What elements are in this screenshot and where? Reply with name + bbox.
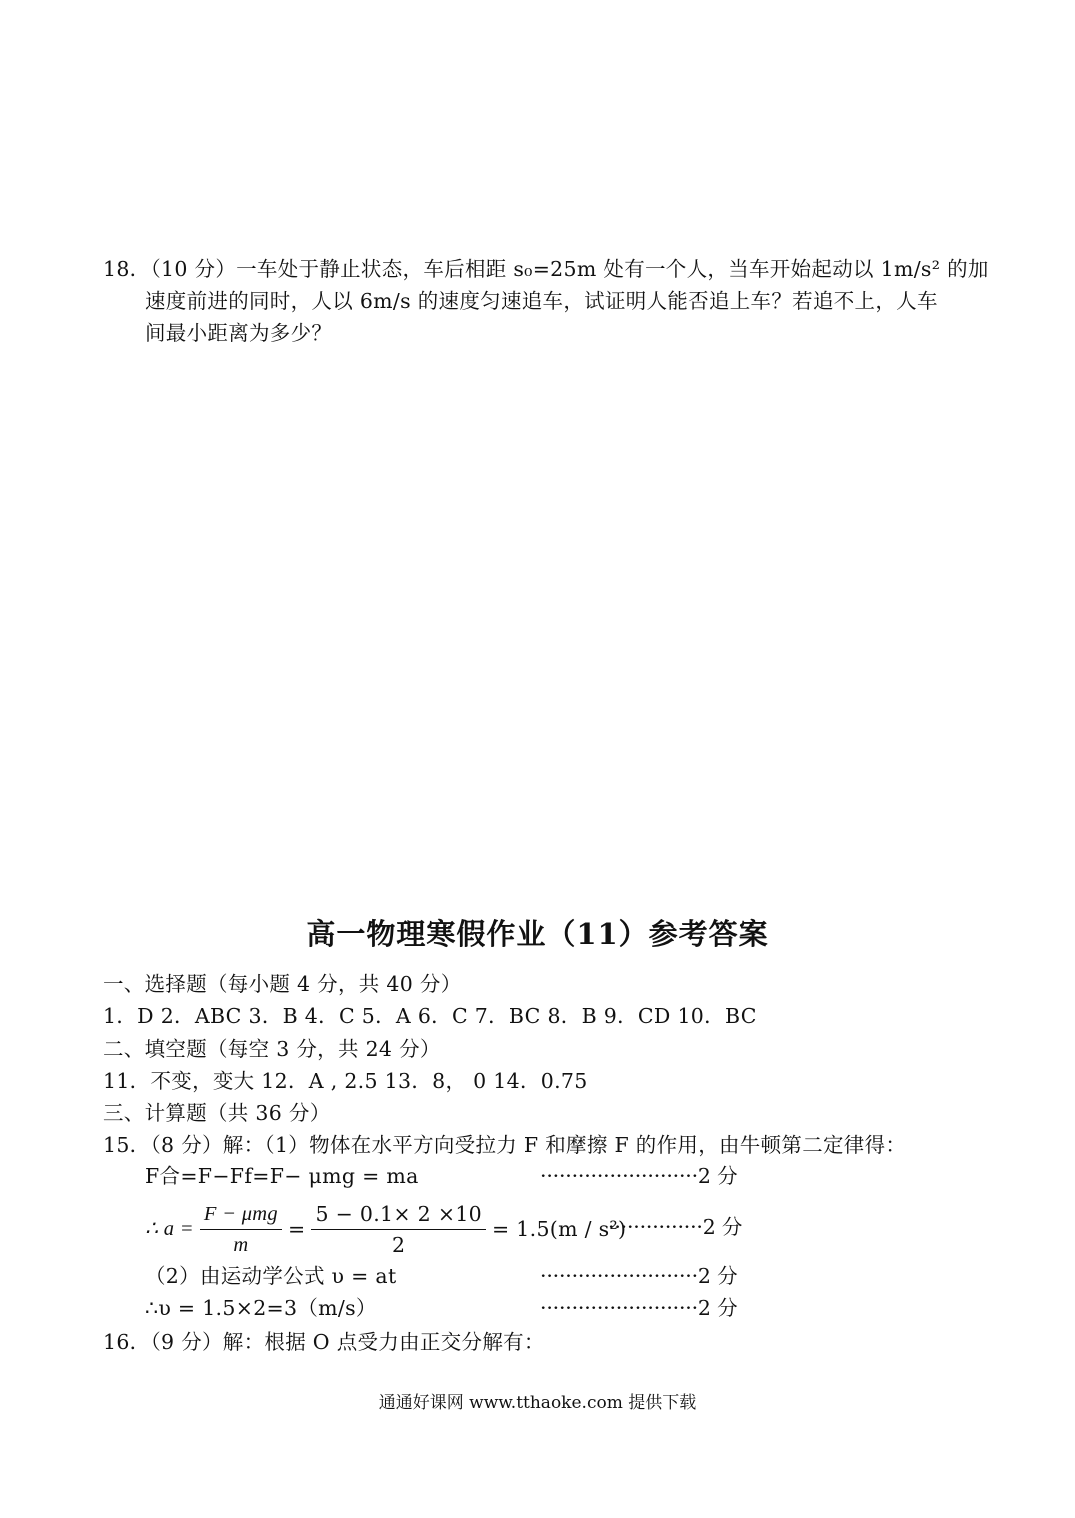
q15-equation-3: （2）由运动学公式 υ = at [145,1264,397,1288]
q15-score-3: ·························2 分 [540,1264,738,1288]
answer-key-title: 高一物理寒假作业（11）参考答案 [306,917,769,951]
q15-score-1: ·························2 分 [540,1164,738,1188]
q15-equation-1: F合=F−Ff=F− μmg = ma [145,1164,419,1188]
problem-18-line-2: 速度前进的同时，人以 6m/s 的速度匀速追车，试证明人能否追上车？若追不上，人车 [145,289,938,313]
section-1-answers: 1．D 2．ABC 3．B 4．C 5．A 6．C 7．BC 8．B 9．CD 10．BC [103,1004,757,1028]
q15-score-4: ·························2 分 [540,1296,738,1320]
q15-fraction-1-numerator: F − μmg [200,1199,282,1230]
q15-eq2-result: = 1.5(m / s²) [492,1217,627,1241]
section-1-heading: 一、选择题（每小题 4 分，共 40 分） [103,972,462,996]
q15-equation-2: ∴ a = $\frac{\text{F − μmg}}{m}$ = $\frac{5 - 0.1\times 2 \times 10}{2}$ = 1.5(m / s²) [145,1196,626,1262]
q15-eq2-prefix: ∴ a = [145,1218,194,1240]
q15-score-2: ···············2 分 [608,1215,743,1239]
q15-fraction-1-denominator: m [233,1233,249,1256]
section-2-heading: 二、填空题（每空 3 分，共 24 分） [103,1037,441,1061]
q15-fraction-1 [200,1199,282,1260]
q15-fraction-2 [311,1199,486,1260]
q15-intro: 15．（8 分）解：（1）物体在水平方向受拉力 F 和摩擦 F 的作用，由牛顿第二定律得： [103,1133,907,1157]
problem-18-line-3: 间最小距离为多少？ [145,321,333,345]
problem-18 [103,253,989,349]
section-3-heading: 三、计算题（共 36 分） [103,1101,331,1125]
page-footer: 通通好课网 www.tthaoke.com 提供下载 [378,1393,697,1413]
q16-intro: 16．（9 分）解：根据 O 点受力由正交分解有： [103,1330,545,1354]
q15-equation-4: ∴υ = 1.5×2=3（m/s） [145,1296,377,1320]
q15-fraction-2-numerator: 5 − 0.1× 2 ×10 [311,1199,486,1230]
q15-fraction-2-denominator: 2 [392,1232,406,1257]
problem-18-line-1: 18．（10 分）一车处于静止状态，车后相距 s₀=25m 处有一个人，当车开始起动以 1m/s² 的加 [103,257,989,281]
section-2-answers: 11．不变，变大 12．A , 2.5 13．8， 0 14．0.75 [103,1069,588,1093]
